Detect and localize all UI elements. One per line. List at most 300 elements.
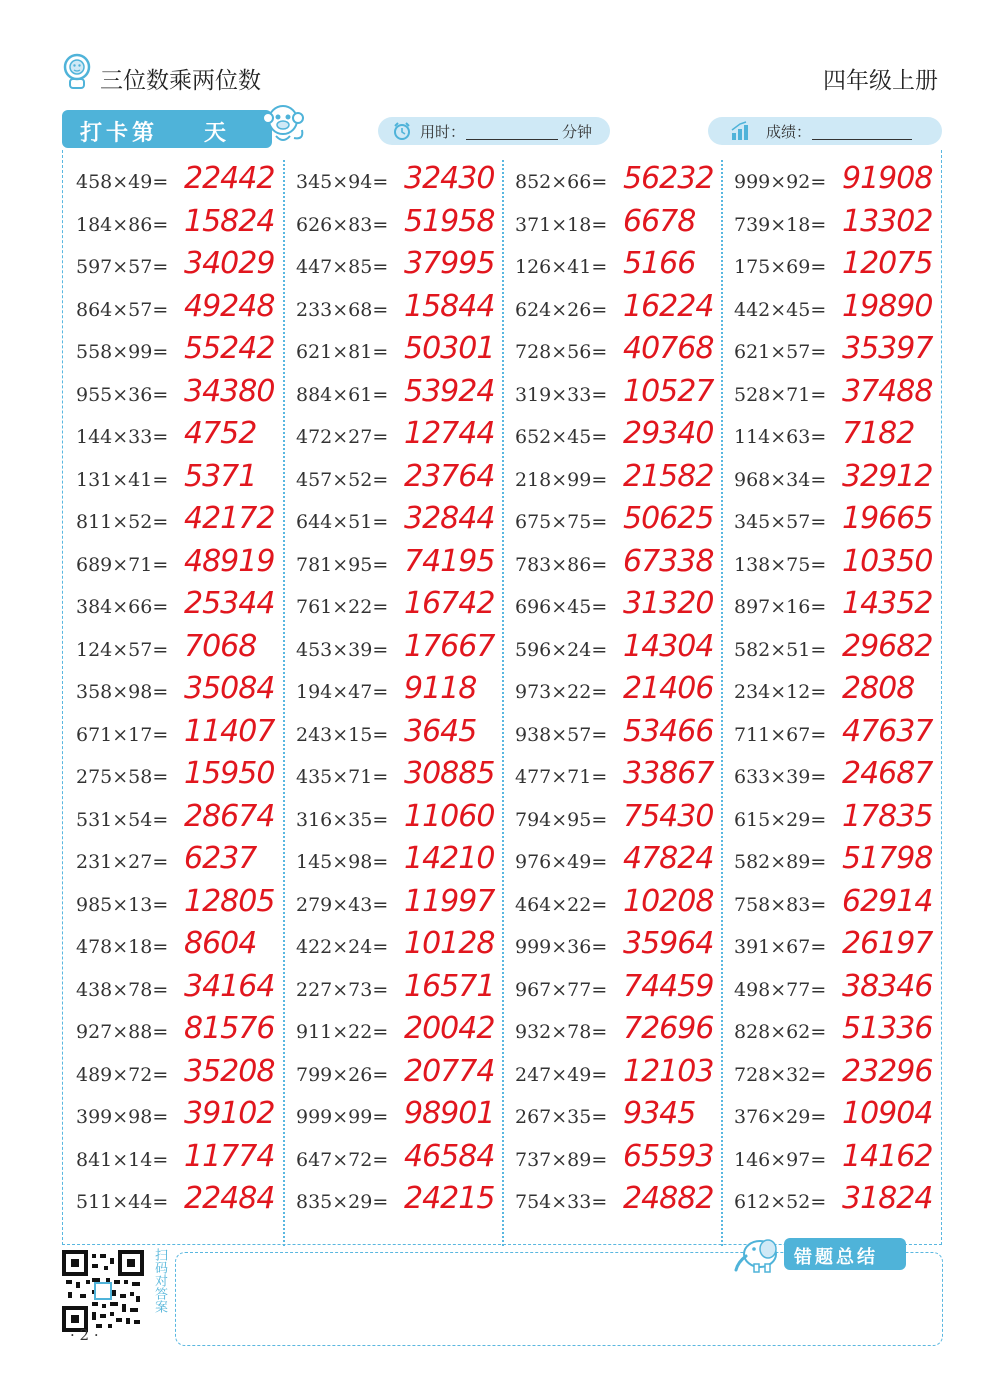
problem-answer[interactable]: 24215: [404, 1181, 495, 1216]
problem-answer[interactable]: 12744: [404, 416, 495, 451]
problem-row: [515, 841, 725, 888]
problem-row: [296, 841, 506, 888]
problem-question: 671×17=: [76, 723, 169, 746]
problem-answer[interactable]: 14352: [842, 586, 933, 621]
problem-answer[interactable]: 20042: [404, 1011, 495, 1046]
problem-question: 739×18=: [734, 213, 827, 236]
problem-answer[interactable]: 10208: [623, 883, 714, 919]
problem-question: 711×67=: [734, 723, 827, 746]
problem-question: 675×75=: [515, 511, 608, 533]
problem-question: 124×57=: [76, 638, 169, 661]
problem-answer[interactable]: 49248: [184, 288, 275, 324]
problem-answer[interactable]: 35964: [623, 926, 714, 961]
problem-question: 457×52=: [296, 468, 389, 491]
problem-question: 911×22=: [296, 1021, 389, 1043]
problem-row: [734, 671, 944, 718]
problem-row: [734, 161, 944, 208]
time-input-line[interactable]: [466, 139, 558, 140]
problem-answer[interactable]: 29340: [623, 416, 714, 451]
problem-row: [76, 543, 286, 591]
mistakes-summary-label: 错题总结: [794, 1247, 878, 1268]
problem-question: 145×98=: [296, 851, 389, 873]
problem-row: [76, 246, 286, 293]
problem-answer[interactable]: 9345: [623, 1096, 696, 1131]
problem-row: [76, 1096, 286, 1143]
time-field: [378, 117, 610, 145]
problem-answer[interactable]: 51958: [404, 203, 495, 239]
problem-row: [296, 713, 506, 761]
problem-answer[interactable]: 35208: [184, 1053, 275, 1089]
problem-question: 144×33=: [76, 426, 169, 448]
problem-row: [734, 373, 944, 421]
grade-label: 四年级上册: [823, 68, 938, 94]
problem-answer[interactable]: 47637: [842, 713, 933, 749]
problem-question: 438×78=: [76, 978, 169, 1001]
problem-row: [296, 501, 506, 548]
problem-question: 615×29=: [734, 808, 827, 831]
problem-answer[interactable]: 11997: [404, 883, 495, 919]
problem-answer[interactable]: 2808: [842, 671, 915, 706]
problem-question: 531×54=: [76, 808, 169, 831]
problem-question: 828×62=: [734, 1021, 827, 1043]
problem-answer[interactable]: 47824: [623, 841, 714, 876]
problem-question: 897×16=: [734, 596, 827, 618]
problem-answer[interactable]: 16571: [404, 968, 495, 1004]
problem-question: 597×57=: [76, 256, 169, 278]
problem-row: [296, 671, 506, 718]
problem-row: [296, 288, 506, 336]
problem-row: [734, 1181, 944, 1228]
problem-row: [296, 628, 506, 676]
problem-answer[interactable]: 32430: [404, 161, 495, 196]
problem-row: [515, 926, 725, 973]
problem-row: [515, 713, 725, 761]
problem-row: [515, 1053, 725, 1101]
problem-answer[interactable]: 75430: [623, 798, 714, 834]
problem-row: [734, 713, 944, 761]
problem-row: [515, 543, 725, 591]
problem-answer[interactable]: 7182: [842, 416, 915, 451]
problem-question: 435×71=: [296, 766, 389, 788]
problem-column-4: [734, 161, 944, 1228]
problem-answer[interactable]: 34380: [184, 373, 275, 409]
problem-answer[interactable]: 65593: [623, 1138, 714, 1174]
problem-row: [734, 1053, 944, 1101]
problem-question: 275×58=: [76, 766, 169, 788]
problem-row: [296, 1181, 506, 1228]
score-label: 成绩：: [766, 123, 812, 141]
scan-for-answers-label: 扫码对答案: [152, 1248, 167, 1313]
problem-question: 458×49=: [76, 171, 169, 193]
problem-question: 647×72=: [296, 1148, 389, 1171]
problem-question: 194×47=: [296, 681, 389, 703]
problem-row: [76, 288, 286, 336]
problem-answer[interactable]: 53924: [404, 373, 495, 409]
problem-question: 114×63=: [734, 426, 827, 448]
problem-answer[interactable]: 23764: [404, 458, 495, 494]
problem-question: 927×88=: [76, 1021, 169, 1043]
problem-question: 175×69=: [734, 256, 827, 278]
problem-answer[interactable]: 16224: [623, 288, 714, 324]
problem-question: 247×49=: [515, 1063, 608, 1086]
problem-row: [76, 1138, 286, 1186]
problem-question: 968×34=: [734, 468, 827, 491]
problem-answer[interactable]: 72696: [623, 1011, 714, 1046]
problem-row: [515, 246, 725, 293]
problem-answer[interactable]: 37488: [842, 373, 933, 409]
score-input-line[interactable]: [812, 139, 912, 140]
problem-answer[interactable]: 39102: [184, 1096, 275, 1131]
problem-question: 955×36=: [76, 383, 169, 406]
problem-answer[interactable]: 35397: [842, 331, 933, 366]
problem-answer[interactable]: 29682: [842, 628, 933, 664]
problem-row: [296, 331, 506, 378]
problem-answer[interactable]: 15844: [404, 288, 495, 324]
problem-question: 126×41=: [515, 256, 608, 278]
problem-answer[interactable]: 35084: [184, 671, 275, 706]
problem-row: [515, 1138, 725, 1186]
problem-row: [515, 628, 725, 676]
elephant-mascot-icon: [732, 1232, 784, 1274]
problem-answer[interactable]: 91908: [842, 161, 933, 196]
problem-question: 511×44=: [76, 1191, 169, 1213]
problem-row: [515, 883, 725, 931]
problem-answer[interactable]: 38346: [842, 968, 933, 1004]
problem-question: 799×26=: [296, 1063, 389, 1086]
problem-row: [296, 1096, 506, 1143]
problem-answer[interactable]: 21582: [623, 458, 714, 494]
problem-question: 489×72=: [76, 1063, 169, 1086]
problem-answer[interactable]: 17667: [404, 628, 495, 664]
problem-row: [515, 501, 725, 548]
problem-row: [76, 713, 286, 761]
problem-question: 737×89=: [515, 1148, 608, 1171]
problem-row: [76, 926, 286, 973]
problem-question: 131×41=: [76, 468, 169, 491]
problem-row: [296, 458, 506, 506]
problem-row: [296, 543, 506, 591]
problem-row: [734, 883, 944, 931]
problem-row: [296, 926, 506, 973]
problem-column-2: [296, 161, 506, 1228]
problem-answer[interactable]: 13302: [842, 203, 933, 239]
problem-question: 728×56=: [515, 341, 608, 363]
problem-question: 999×36=: [515, 936, 608, 958]
problem-question: 138×75=: [734, 553, 827, 576]
problem-answer[interactable]: 15950: [184, 756, 275, 791]
problem-question: 811×52=: [76, 511, 169, 533]
problem-answer[interactable]: 14304: [623, 628, 714, 664]
problem-row: [734, 628, 944, 676]
problem-answer[interactable]: 42172: [184, 501, 275, 536]
problem-question: 227×73=: [296, 978, 389, 1001]
problem-column-3: [515, 161, 725, 1228]
problem-question: 234×12=: [734, 681, 827, 703]
problem-question: 999×99=: [296, 1106, 389, 1128]
problem-question: 761×22=: [296, 596, 389, 618]
problem-question: 621×57=: [734, 341, 827, 363]
problem-answer[interactable]: 16742: [404, 586, 495, 621]
problem-question: 231×27=: [76, 851, 169, 873]
problem-answer[interactable]: 3645: [404, 713, 477, 749]
problem-question: 478×18=: [76, 936, 169, 958]
problem-answer[interactable]: 62914: [842, 883, 933, 919]
problem-row: [76, 841, 286, 888]
page-header: [0, 0, 1000, 100]
problem-answer[interactable]: 12805: [184, 883, 275, 919]
problem-answer[interactable]: 10128: [404, 926, 495, 961]
problem-question: 624×26=: [515, 298, 608, 321]
problem-row: [76, 501, 286, 548]
problem-answer[interactable]: 55242: [184, 331, 275, 366]
problem-row: [76, 628, 286, 676]
problem-row: [515, 458, 725, 506]
problem-answer[interactable]: 53466: [623, 713, 714, 749]
problem-question: 279×43=: [296, 893, 389, 916]
problem-answer[interactable]: 67338: [623, 543, 714, 579]
problem-answer[interactable]: 56232: [623, 161, 714, 196]
problem-answer[interactable]: 10904: [842, 1096, 933, 1131]
problem-answer[interactable]: 74459: [623, 968, 714, 1004]
problem-row: [76, 756, 286, 803]
problem-answer[interactable]: 33867: [623, 756, 714, 791]
qr-code-icon[interactable]: [62, 1250, 144, 1332]
problem-question: 376×29=: [734, 1106, 827, 1128]
problem-question: 652×45=: [515, 426, 608, 448]
problem-answer[interactable]: 14162: [842, 1138, 933, 1174]
problem-row: [734, 416, 944, 463]
problem-question: 477×71=: [515, 766, 608, 788]
problem-question: 422×24=: [296, 936, 389, 958]
time-unit: 分钟: [562, 123, 593, 141]
problem-answer[interactable]: 24687: [842, 756, 933, 791]
problem-answer[interactable]: 8604: [184, 926, 257, 961]
problem-row: [515, 671, 725, 718]
problem-answer[interactable]: 34164: [184, 968, 275, 1004]
problem-question: 976×49=: [515, 851, 608, 873]
problem-row: [734, 1011, 944, 1058]
problem-question: 973×22=: [515, 681, 608, 703]
problem-answer[interactable]: 15824: [184, 203, 275, 239]
problem-answer[interactable]: 31824: [842, 1181, 933, 1216]
page-title: 三位数乘两位数: [100, 68, 261, 94]
problem-answer[interactable]: 50301: [404, 331, 495, 366]
problem-row: [76, 203, 286, 251]
problem-answer[interactable]: 22484: [184, 1181, 275, 1216]
problem-answer[interactable]: 11774: [184, 1138, 275, 1174]
problem-row: [515, 416, 725, 463]
problem-question: 464×22=: [515, 893, 608, 916]
problem-question: 852×66=: [515, 171, 608, 193]
problem-answer[interactable]: 7068: [184, 628, 257, 664]
problem-answer[interactable]: 5166: [623, 246, 696, 281]
problem-question: 582×89=: [734, 851, 827, 873]
problem-answer[interactable]: 48919: [184, 543, 275, 579]
problem-answer[interactable]: 21406: [623, 671, 714, 706]
problem-answer[interactable]: 81576: [184, 1011, 275, 1046]
problem-row: [515, 798, 725, 846]
problem-answer[interactable]: 17835: [842, 798, 933, 834]
problem-question: 835×29=: [296, 1191, 389, 1213]
checkin-banner: [62, 110, 272, 148]
problem-answer[interactable]: 50625: [623, 501, 714, 536]
problem-question: 391×67=: [734, 936, 827, 958]
problem-question: 399×98=: [76, 1106, 169, 1128]
page-number: · 2 ·: [70, 1326, 99, 1344]
problem-answer[interactable]: 20774: [404, 1053, 495, 1089]
problem-question: 783×86=: [515, 553, 608, 576]
problem-row: [515, 1011, 725, 1058]
problem-answer[interactable]: 23296: [842, 1053, 933, 1089]
problem-row: [515, 331, 725, 378]
problem-row: [734, 1096, 944, 1143]
problem-row: [515, 968, 725, 1016]
problem-question: 371×18=: [515, 213, 608, 236]
problem-question: 498×77=: [734, 978, 827, 1001]
problem-row: [515, 586, 725, 633]
problem-question: 884×61=: [296, 383, 389, 406]
problem-question: 243×15=: [296, 723, 389, 746]
problem-answer[interactable]: 98901: [404, 1096, 495, 1131]
problem-answer[interactable]: 6237: [184, 841, 257, 876]
problem-question: 938×57=: [515, 723, 608, 746]
problem-column-1: [76, 161, 286, 1228]
monkey-mascot-icon: [256, 100, 310, 150]
problem-row: [734, 331, 944, 378]
problem-row: [515, 756, 725, 803]
problem-answer[interactable]: 22442: [184, 161, 275, 196]
problem-answer[interactable]: 46584: [404, 1138, 495, 1174]
problem-answer[interactable]: 11407: [184, 713, 275, 749]
problem-row: [734, 926, 944, 973]
problem-question: 754×33=: [515, 1191, 608, 1213]
problem-answer[interactable]: 14210: [404, 841, 495, 876]
problem-row: [734, 798, 944, 846]
problem-row: [76, 1053, 286, 1101]
problem-row: [734, 501, 944, 548]
problem-answer[interactable]: 51336: [842, 1011, 933, 1046]
checkin-day-suffix: 天: [204, 121, 227, 146]
problem-question: 932×78=: [515, 1021, 608, 1043]
problem-answer[interactable]: 19665: [842, 501, 933, 536]
problem-row: [296, 1011, 506, 1058]
problem-answer[interactable]: 31320: [623, 586, 714, 621]
problem-answer[interactable]: 9118: [404, 671, 477, 706]
problem-question: 967×77=: [515, 978, 608, 1001]
problem-question: 689×71=: [76, 553, 169, 576]
problem-answer[interactable]: 26197: [842, 926, 933, 961]
problem-row: [76, 968, 286, 1016]
problem-row: [515, 203, 725, 251]
problem-question: 528×71=: [734, 383, 827, 406]
problem-question: 758×83=: [734, 893, 827, 916]
problem-question: 696×45=: [515, 596, 608, 618]
problem-row: [734, 968, 944, 1016]
problem-question: 267×35=: [515, 1106, 608, 1128]
problem-question: 999×92=: [734, 171, 827, 193]
problem-row: [515, 1096, 725, 1143]
problem-row: [734, 1138, 944, 1186]
problem-answer[interactable]: 30885: [404, 756, 495, 791]
time-label: 用时：: [420, 123, 466, 141]
problem-row: [76, 798, 286, 846]
problem-question: 633×39=: [734, 766, 827, 788]
problem-answer[interactable]: 19890: [842, 288, 933, 324]
problem-question: 358×98=: [76, 681, 169, 703]
problem-answer[interactable]: 32844: [404, 501, 495, 536]
problem-question: 612×52=: [734, 1191, 827, 1213]
problem-question: 218×99=: [515, 468, 608, 491]
problem-answer[interactable]: 12103: [623, 1053, 714, 1089]
problem-question: 384×66=: [76, 596, 169, 618]
problem-answer[interactable]: 10350: [842, 543, 933, 579]
lion-mascot-icon: [62, 52, 92, 90]
problem-question: 841×14=: [76, 1148, 169, 1171]
problem-question: 985×13=: [76, 893, 169, 916]
problem-row: [734, 458, 944, 506]
problem-row: [515, 373, 725, 421]
problem-row: [76, 331, 286, 378]
problem-question: 728×32=: [734, 1063, 827, 1086]
problem-question: 447×85=: [296, 256, 389, 278]
problem-row: [734, 246, 944, 293]
problem-answer[interactable]: 25344: [184, 586, 275, 621]
problem-row: [734, 841, 944, 888]
problem-question: 596×24=: [515, 638, 608, 661]
problem-row: [76, 883, 286, 931]
problem-row: [296, 1053, 506, 1101]
problem-question: 621×81=: [296, 341, 389, 363]
problem-question: 345×57=: [734, 511, 827, 533]
trophy-chart-icon: [730, 121, 752, 141]
problem-row: [734, 756, 944, 803]
problem-row: [296, 246, 506, 293]
problem-answer[interactable]: 28674: [184, 798, 275, 834]
problem-row: [76, 458, 286, 506]
problem-answer[interactable]: 11060: [404, 798, 495, 834]
problem-row: [296, 756, 506, 803]
problem-answer[interactable]: 4752: [184, 416, 257, 451]
problem-answer[interactable]: 37995: [404, 246, 495, 281]
problem-row: [296, 586, 506, 633]
problem-answer[interactable]: 12075: [842, 246, 933, 281]
problem-row: [76, 416, 286, 463]
problem-answer[interactable]: 24882: [623, 1181, 714, 1216]
problem-row: [296, 798, 506, 846]
mistakes-summary-banner: [784, 1238, 906, 1270]
problem-question: 864×57=: [76, 298, 169, 321]
problem-answer[interactable]: 40768: [623, 331, 714, 366]
problem-answer[interactable]: 10527: [623, 373, 714, 409]
problem-row: [76, 1181, 286, 1228]
problem-row: [296, 1138, 506, 1186]
problem-row: [296, 161, 506, 208]
problem-question: 558×99=: [76, 341, 169, 363]
problem-answer[interactable]: 6678: [623, 203, 696, 239]
problem-answer[interactable]: 5371: [184, 458, 257, 494]
score-field: [708, 117, 942, 145]
problem-row: [76, 1011, 286, 1058]
problem-row: [515, 161, 725, 208]
problem-answer[interactable]: 32912: [842, 458, 933, 494]
problem-question: 316×35=: [296, 808, 389, 831]
problem-row: [734, 203, 944, 251]
problem-answer[interactable]: 51798: [842, 841, 933, 876]
problem-row: [76, 671, 286, 718]
problem-question: 781×95=: [296, 553, 389, 576]
problem-answer[interactable]: 34029: [184, 246, 275, 281]
problem-answer[interactable]: 74195: [404, 543, 495, 579]
